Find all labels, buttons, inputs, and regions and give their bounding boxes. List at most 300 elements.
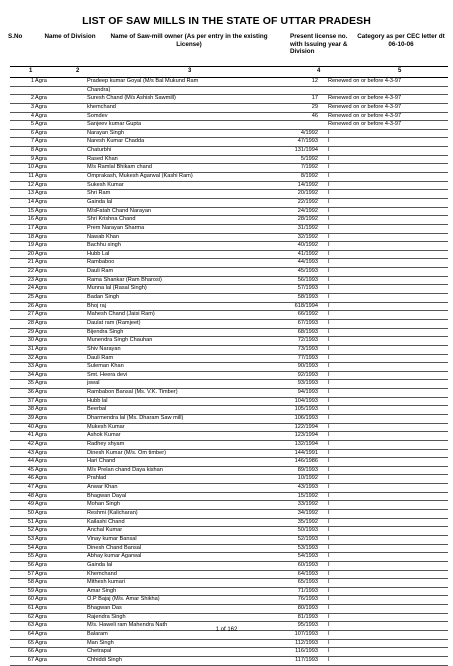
table-row <box>10 510 448 519</box>
category-cell: I <box>328 328 330 335</box>
division-cell: Agra <box>35 268 47 275</box>
license-cell: 4/1992 <box>300 129 318 136</box>
sno-cell: 3 <box>30 103 34 110</box>
table-row <box>10 234 448 243</box>
license-cell: 76/1993 <box>297 596 318 603</box>
sno-cell: 46 <box>27 475 34 482</box>
owner-cell: Mithesh kumari <box>87 579 125 586</box>
license-cell: 7/1992 <box>300 164 318 171</box>
sno-cell: 67 <box>27 656 34 663</box>
category-cell: I <box>328 276 330 283</box>
division-cell: Agra <box>35 484 47 491</box>
sno-cell: 44 <box>27 458 34 465</box>
sno-cell: 34 <box>27 371 34 378</box>
owner-cell: Dinesh Chand Bansal <box>87 544 142 551</box>
license-cell: 12 <box>311 78 318 84</box>
category-cell: I <box>328 233 330 240</box>
division-cell: Agra <box>35 319 47 326</box>
owner-cell: Somdev <box>87 112 108 119</box>
category-cell: I <box>328 311 330 318</box>
header-category: Category as per CEC letter dt 06-10-06 <box>357 33 445 48</box>
license-cell: 80/1993 <box>297 605 318 612</box>
division-cell: Agra <box>35 501 47 508</box>
owner-cell: Dharmendra lal (Ms. Dharam Saw mill) <box>87 414 184 421</box>
sno-cell: 22 <box>27 268 34 275</box>
table-row <box>10 259 448 268</box>
table-row <box>10 571 448 580</box>
sno-cell: 33 <box>27 363 34 370</box>
license-cell: 45/1993 <box>297 268 318 275</box>
category-cell: I <box>328 337 330 344</box>
category-cell: I <box>328 518 330 525</box>
page-title: LIST OF SAW MILLS IN THE STATE OF UTTAR PRADESH <box>82 15 371 27</box>
owner-cell: Kailashi Chand <box>87 518 125 525</box>
category-cell: I <box>328 449 330 456</box>
sno-cell: 60 <box>27 596 34 603</box>
division-cell: Agra <box>35 121 47 128</box>
sno-cell: 38 <box>27 406 34 413</box>
license-cell: 53/1993 <box>297 544 318 551</box>
sno-cell: 16 <box>27 216 34 223</box>
license-cell: 24/1992 <box>297 207 318 214</box>
license-cell: 31/1992 <box>297 224 318 231</box>
table-row <box>10 173 448 182</box>
license-cell: 46 <box>311 112 318 119</box>
category-cell: I <box>328 475 330 482</box>
owner-cell: Hari Chand <box>87 458 116 465</box>
category-cell: I <box>328 466 330 473</box>
division-cell: Agra <box>35 389 47 396</box>
sno-cell: 47 <box>27 484 34 491</box>
category-cell: I <box>328 207 330 214</box>
sno-cell: 18 <box>27 233 34 240</box>
division-cell: Agra <box>35 112 47 119</box>
license-cell: 60/1993 <box>297 561 318 568</box>
division-cell: Agra <box>35 173 47 180</box>
license-cell: 14/1992 <box>297 181 318 188</box>
license-cell: 122/1994 <box>294 423 318 430</box>
owner-cell: Bhagwan Das <box>87 605 122 612</box>
license-cell: 144/1991 <box>294 449 318 456</box>
table-row <box>10 389 448 398</box>
category-cell: I <box>328 173 330 180</box>
category-cell: I <box>328 501 330 508</box>
saw-mill-table <box>10 78 448 666</box>
sno-cell: 7 <box>30 138 34 145</box>
category-cell: I <box>328 147 330 154</box>
category-cell: I <box>328 242 330 249</box>
category-cell: I <box>328 138 330 145</box>
table-row <box>10 251 448 260</box>
division-cell: Agra <box>35 78 47 84</box>
category-cell: I <box>328 648 330 655</box>
category-cell: I <box>328 363 330 370</box>
category-cell: I <box>328 656 330 663</box>
license-cell: 50/1993 <box>297 527 318 534</box>
owner-cell: Reshmi (Kalicharan) <box>87 510 138 517</box>
license-cell: 106/1993 <box>294 414 318 421</box>
owner-cell: Dauli Ram <box>87 268 114 275</box>
owner-cell: Nawab Khan <box>87 233 120 240</box>
sno-cell: 1 <box>30 78 34 84</box>
division-cell: Agra <box>35 380 47 387</box>
license-cell: 10/1992 <box>297 475 318 482</box>
table-row <box>10 493 448 502</box>
table-row <box>10 501 448 510</box>
division-cell: Agra <box>35 440 47 447</box>
table-row <box>10 87 448 96</box>
license-cell: 123/1994 <box>294 432 318 439</box>
license-cell: 132/1994 <box>294 440 318 447</box>
license-cell: 94/1993 <box>297 389 318 396</box>
license-cell: 54/1993 <box>297 553 318 560</box>
category-cell: I <box>328 484 330 491</box>
division-cell: Agra <box>35 250 47 257</box>
sno-cell: 2 <box>30 95 34 102</box>
table-row <box>10 458 448 467</box>
category-cell: I <box>328 389 330 396</box>
category-cell: I <box>328 250 330 257</box>
sno-cell: 58 <box>27 579 34 586</box>
division-cell: Agra <box>35 475 47 482</box>
category-cell: I <box>328 397 330 404</box>
sno-cell: 31 <box>27 345 34 352</box>
category-cell: I <box>328 622 330 629</box>
license-cell: 34/1992 <box>297 510 318 517</box>
license-cell: 117/1993 <box>295 656 318 663</box>
division-cell: Agra <box>35 587 47 594</box>
table-row <box>10 242 448 251</box>
sno-cell: 32 <box>27 354 34 361</box>
division-cell: Agra <box>35 553 47 560</box>
sno-cell: 45 <box>27 466 34 473</box>
owner-cell: Balaram <box>87 631 108 637</box>
category-cell: I <box>328 302 330 309</box>
license-cell: 44/1993 <box>297 259 318 266</box>
division-cell: Agra <box>35 147 47 154</box>
license-cell: 81/1993 <box>297 613 318 620</box>
sno-cell: 4 <box>30 112 34 119</box>
sno-cell: 43 <box>27 449 34 456</box>
owner-cell: Pradeep kumar Goyal (M/s Bal Mukund Ram <box>87 78 199 84</box>
table-row <box>10 648 448 657</box>
owner-cell: Rambaboo <box>87 259 115 266</box>
license-cell: 67/1993 <box>297 319 318 326</box>
license-cell: 47/1993 <box>297 138 318 145</box>
division-cell: Agra <box>35 535 47 542</box>
division-cell: Agra <box>35 570 47 577</box>
table-row <box>10 78 448 87</box>
owner-cell: M/sFatah Chand Narayan <box>87 207 152 214</box>
owner-cell: Mahesh Chand (Jaisi Ram) <box>87 311 155 318</box>
division-cell: Agra <box>35 423 47 430</box>
license-cell: 5/1992 <box>300 155 318 162</box>
table-row <box>10 605 448 614</box>
header-divider <box>10 66 448 67</box>
license-cell: 52/1993 <box>297 535 318 542</box>
table-row <box>10 657 448 666</box>
owner-cell: Munna lal (Rasal Singh) <box>87 285 147 292</box>
sno-cell: 50 <box>27 510 34 517</box>
license-cell: 57/1993 <box>297 285 318 292</box>
division-cell: Agra <box>35 363 47 370</box>
license-cell: 131/1994 <box>294 147 318 154</box>
license-cell: 20/1992 <box>297 190 318 197</box>
license-cell: 104/1993 <box>294 397 318 404</box>
division-cell: Agra <box>35 561 47 568</box>
table-row <box>10 424 448 433</box>
sno-cell: 36 <box>27 389 34 396</box>
owner-cell: Mohan Singh <box>87 501 120 508</box>
license-cell: 73/1993 <box>297 345 318 352</box>
owner-cell: M/s Ramlal Bhikam chand <box>87 164 152 171</box>
sno-cell: 66 <box>27 648 34 655</box>
table-row <box>10 553 448 562</box>
sno-cell: 14 <box>27 198 34 205</box>
table-row <box>10 519 448 528</box>
license-cell: 64/1993 <box>297 570 318 577</box>
header-sno: S.No <box>8 33 23 40</box>
sno-cell: 37 <box>27 397 34 404</box>
division-cell: Agra <box>35 285 47 292</box>
table-row <box>10 182 448 191</box>
category-cell: I <box>328 164 330 171</box>
owner-cell: Amar Singh <box>87 587 117 594</box>
license-cell: 28/1992 <box>297 216 318 223</box>
table-row <box>10 545 448 554</box>
owner-cell: Bhoj raj <box>87 302 106 309</box>
division-cell: Agra <box>35 242 47 249</box>
license-cell: 90/1993 <box>297 363 318 370</box>
division-cell: Agra <box>35 371 47 378</box>
table-row <box>10 138 448 147</box>
table-row <box>10 225 448 234</box>
license-cell: 72/1993 <box>297 337 318 344</box>
license-cell: 71/1993 <box>297 587 318 594</box>
table-row <box>10 372 448 381</box>
category-cell: I <box>328 613 330 620</box>
sno-cell: 35 <box>27 380 34 387</box>
license-cell: 146/1986 <box>294 458 318 465</box>
category-cell: I <box>328 432 330 439</box>
division-cell: Agra <box>35 276 47 283</box>
owner-cell: Shiv Narayan <box>87 345 121 352</box>
sno-cell: 39 <box>27 414 34 421</box>
column-number-5: 5 <box>398 68 402 74</box>
owner-cell: Dinesh Kumar (M/s. Om timber) <box>87 449 166 456</box>
category-cell: I <box>328 440 330 447</box>
sno-cell: 52 <box>27 527 34 534</box>
license-cell: 65/1993 <box>297 579 318 586</box>
table-row <box>10 199 448 208</box>
column-number-3: 3 <box>188 68 192 74</box>
license-cell: 95/1993 <box>297 622 318 629</box>
table-row <box>10 579 448 588</box>
sno-cell: 8 <box>30 147 34 154</box>
table-row <box>10 216 448 225</box>
owner-cell: Vinay kumar Bansal <box>87 535 137 542</box>
owner-cell: Chhiddi Singh <box>87 656 122 663</box>
license-cell: 33/1992 <box>297 501 318 508</box>
category-cell: I <box>328 224 330 231</box>
table-row <box>10 467 448 476</box>
sno-cell: 15 <box>27 207 34 214</box>
table-row <box>10 268 448 277</box>
division-cell: Agra <box>35 155 47 162</box>
owner-cell: Bhagwan Dayal <box>87 492 127 499</box>
sno-cell: 40 <box>27 423 34 430</box>
category-cell: I <box>328 268 330 275</box>
owner-cell: Daulat ram (Ramjeet) <box>87 319 141 326</box>
license-cell: 107/1993 <box>294 631 318 637</box>
division-cell: Agra <box>35 190 47 197</box>
category-cell: I <box>328 129 330 136</box>
sno-cell: 17 <box>27 224 34 231</box>
sno-cell: 62 <box>27 613 34 620</box>
owner-cell: khemchand <box>87 103 116 110</box>
header-division: Name of Division <box>44 33 96 40</box>
category-cell: I <box>328 181 330 188</box>
table-row <box>10 164 448 173</box>
division-cell: Agra <box>35 449 47 456</box>
division-cell: Agra <box>35 103 47 110</box>
owner-cell: Sanjeev kumar Gupta <box>87 121 142 128</box>
owner-cell: Chandra) <box>87 86 111 93</box>
table-row <box>10 450 448 459</box>
table-row <box>10 398 448 407</box>
owner-cell: Rama Shankar (Ram Bharosi) <box>87 276 162 283</box>
owner-cell: M/s Prelan chand Daya kishan <box>87 466 163 473</box>
division-cell: Agra <box>35 414 47 421</box>
category-cell: I <box>328 639 330 646</box>
sno-cell: 63 <box>27 622 34 629</box>
table-row <box>10 311 448 320</box>
division-cell: Agra <box>35 458 47 465</box>
category-cell: I <box>328 544 330 551</box>
sno-cell: 54 <box>27 544 34 551</box>
table-row <box>10 104 448 113</box>
category-cell: I <box>328 259 330 266</box>
category-cell: I <box>328 371 330 378</box>
owner-cell: Rased Khan <box>87 155 118 162</box>
sno-cell: 5 <box>30 121 34 128</box>
table-row <box>10 277 448 286</box>
category-cell: I <box>328 285 330 292</box>
division-cell: Agra <box>35 622 47 629</box>
division-cell: Agra <box>35 613 47 620</box>
sno-cell: 11 <box>28 173 34 180</box>
category-cell: Renewed on or before 4-3-97 <box>328 121 402 128</box>
category-cell: I <box>328 579 330 586</box>
license-cell: 15/1992 <box>297 492 318 499</box>
division-cell: Agra <box>35 631 47 637</box>
division-cell: Agra <box>35 466 47 473</box>
table-row <box>10 380 448 389</box>
category-cell: I <box>328 319 330 326</box>
table-row <box>10 113 448 122</box>
category-cell: I <box>328 190 330 197</box>
owner-cell: Munendra Singh Chauhan <box>87 337 153 344</box>
division-cell: Agra <box>35 233 47 240</box>
division-cell: Agra <box>35 294 47 301</box>
table-row <box>10 329 448 338</box>
category-cell: Renewed on or before 4-3-97 <box>328 95 402 102</box>
division-cell: Agra <box>35 345 47 352</box>
license-cell: 29 <box>311 103 318 110</box>
table-row <box>10 130 448 139</box>
table-row <box>10 562 448 571</box>
license-cell: 66/1992 <box>297 311 318 318</box>
category-cell: I <box>328 587 330 594</box>
category-cell: I <box>328 527 330 534</box>
division-cell: Agra <box>35 311 47 318</box>
owner-cell: Shri Krishna Chand <box>87 216 136 223</box>
license-cell: 105/1993 <box>294 406 318 413</box>
sno-cell: 51 <box>27 518 34 525</box>
table-row <box>10 147 448 156</box>
license-cell: 8/1992 <box>300 173 318 180</box>
owner-cell: Hubb Lal <box>87 250 110 257</box>
division-cell: Agra <box>35 216 47 223</box>
table-row <box>10 536 448 545</box>
owner-cell: Rambabon Bansal (Ms. V.K. Timber) <box>87 389 178 396</box>
owner-cell: Radhey shyam <box>87 440 125 447</box>
category-cell: I <box>328 535 330 542</box>
table-row <box>10 614 448 623</box>
category-cell: I <box>328 414 330 421</box>
owner-cell: Bachhu singh <box>87 242 121 249</box>
division-cell: Agra <box>35 605 47 612</box>
category-cell: I <box>328 631 330 637</box>
sno-cell: 49 <box>27 501 34 508</box>
page-footer: 1 of 162 <box>215 627 238 633</box>
table-row <box>10 475 448 484</box>
division-cell: Agra <box>35 95 47 102</box>
owner-cell: Chaturbhi <box>87 147 112 154</box>
category-cell: I <box>328 561 330 568</box>
table-row <box>10 294 448 303</box>
sno-cell: 41 <box>27 432 34 439</box>
owner-cell: Narayan Singh <box>87 129 125 136</box>
category-cell: Renewed on or before 4-3-97 <box>328 103 402 110</box>
license-cell: 92/1993 <box>297 371 318 378</box>
division-cell: Agra <box>35 596 47 603</box>
sno-cell: 59 <box>27 587 34 594</box>
sno-cell: 12 <box>27 181 34 188</box>
license-cell: 58/1993 <box>297 294 318 301</box>
license-cell: 32/1992 <box>297 233 318 240</box>
division-cell: Agra <box>35 527 47 534</box>
division-cell: Agra <box>35 354 47 361</box>
license-cell: 89/1993 <box>297 466 318 473</box>
category-cell: I <box>328 596 330 603</box>
table-row <box>10 588 448 597</box>
column-number-row <box>0 68 453 76</box>
owner-cell: Bijendra Singh <box>87 328 124 335</box>
license-cell: 22/1992 <box>297 198 318 205</box>
owner-cell: Mukesh Kumar <box>87 423 125 430</box>
sno-cell: 57 <box>27 570 34 577</box>
table-row <box>10 596 448 605</box>
license-cell: 112/1993 <box>295 639 318 646</box>
division-cell: Agra <box>35 302 47 309</box>
sno-cell: 56 <box>27 561 34 568</box>
table-row <box>10 337 448 346</box>
table-row <box>10 484 448 493</box>
table-row <box>10 527 448 536</box>
license-cell: 56/1993 <box>297 276 318 283</box>
category-cell: I <box>328 198 330 205</box>
